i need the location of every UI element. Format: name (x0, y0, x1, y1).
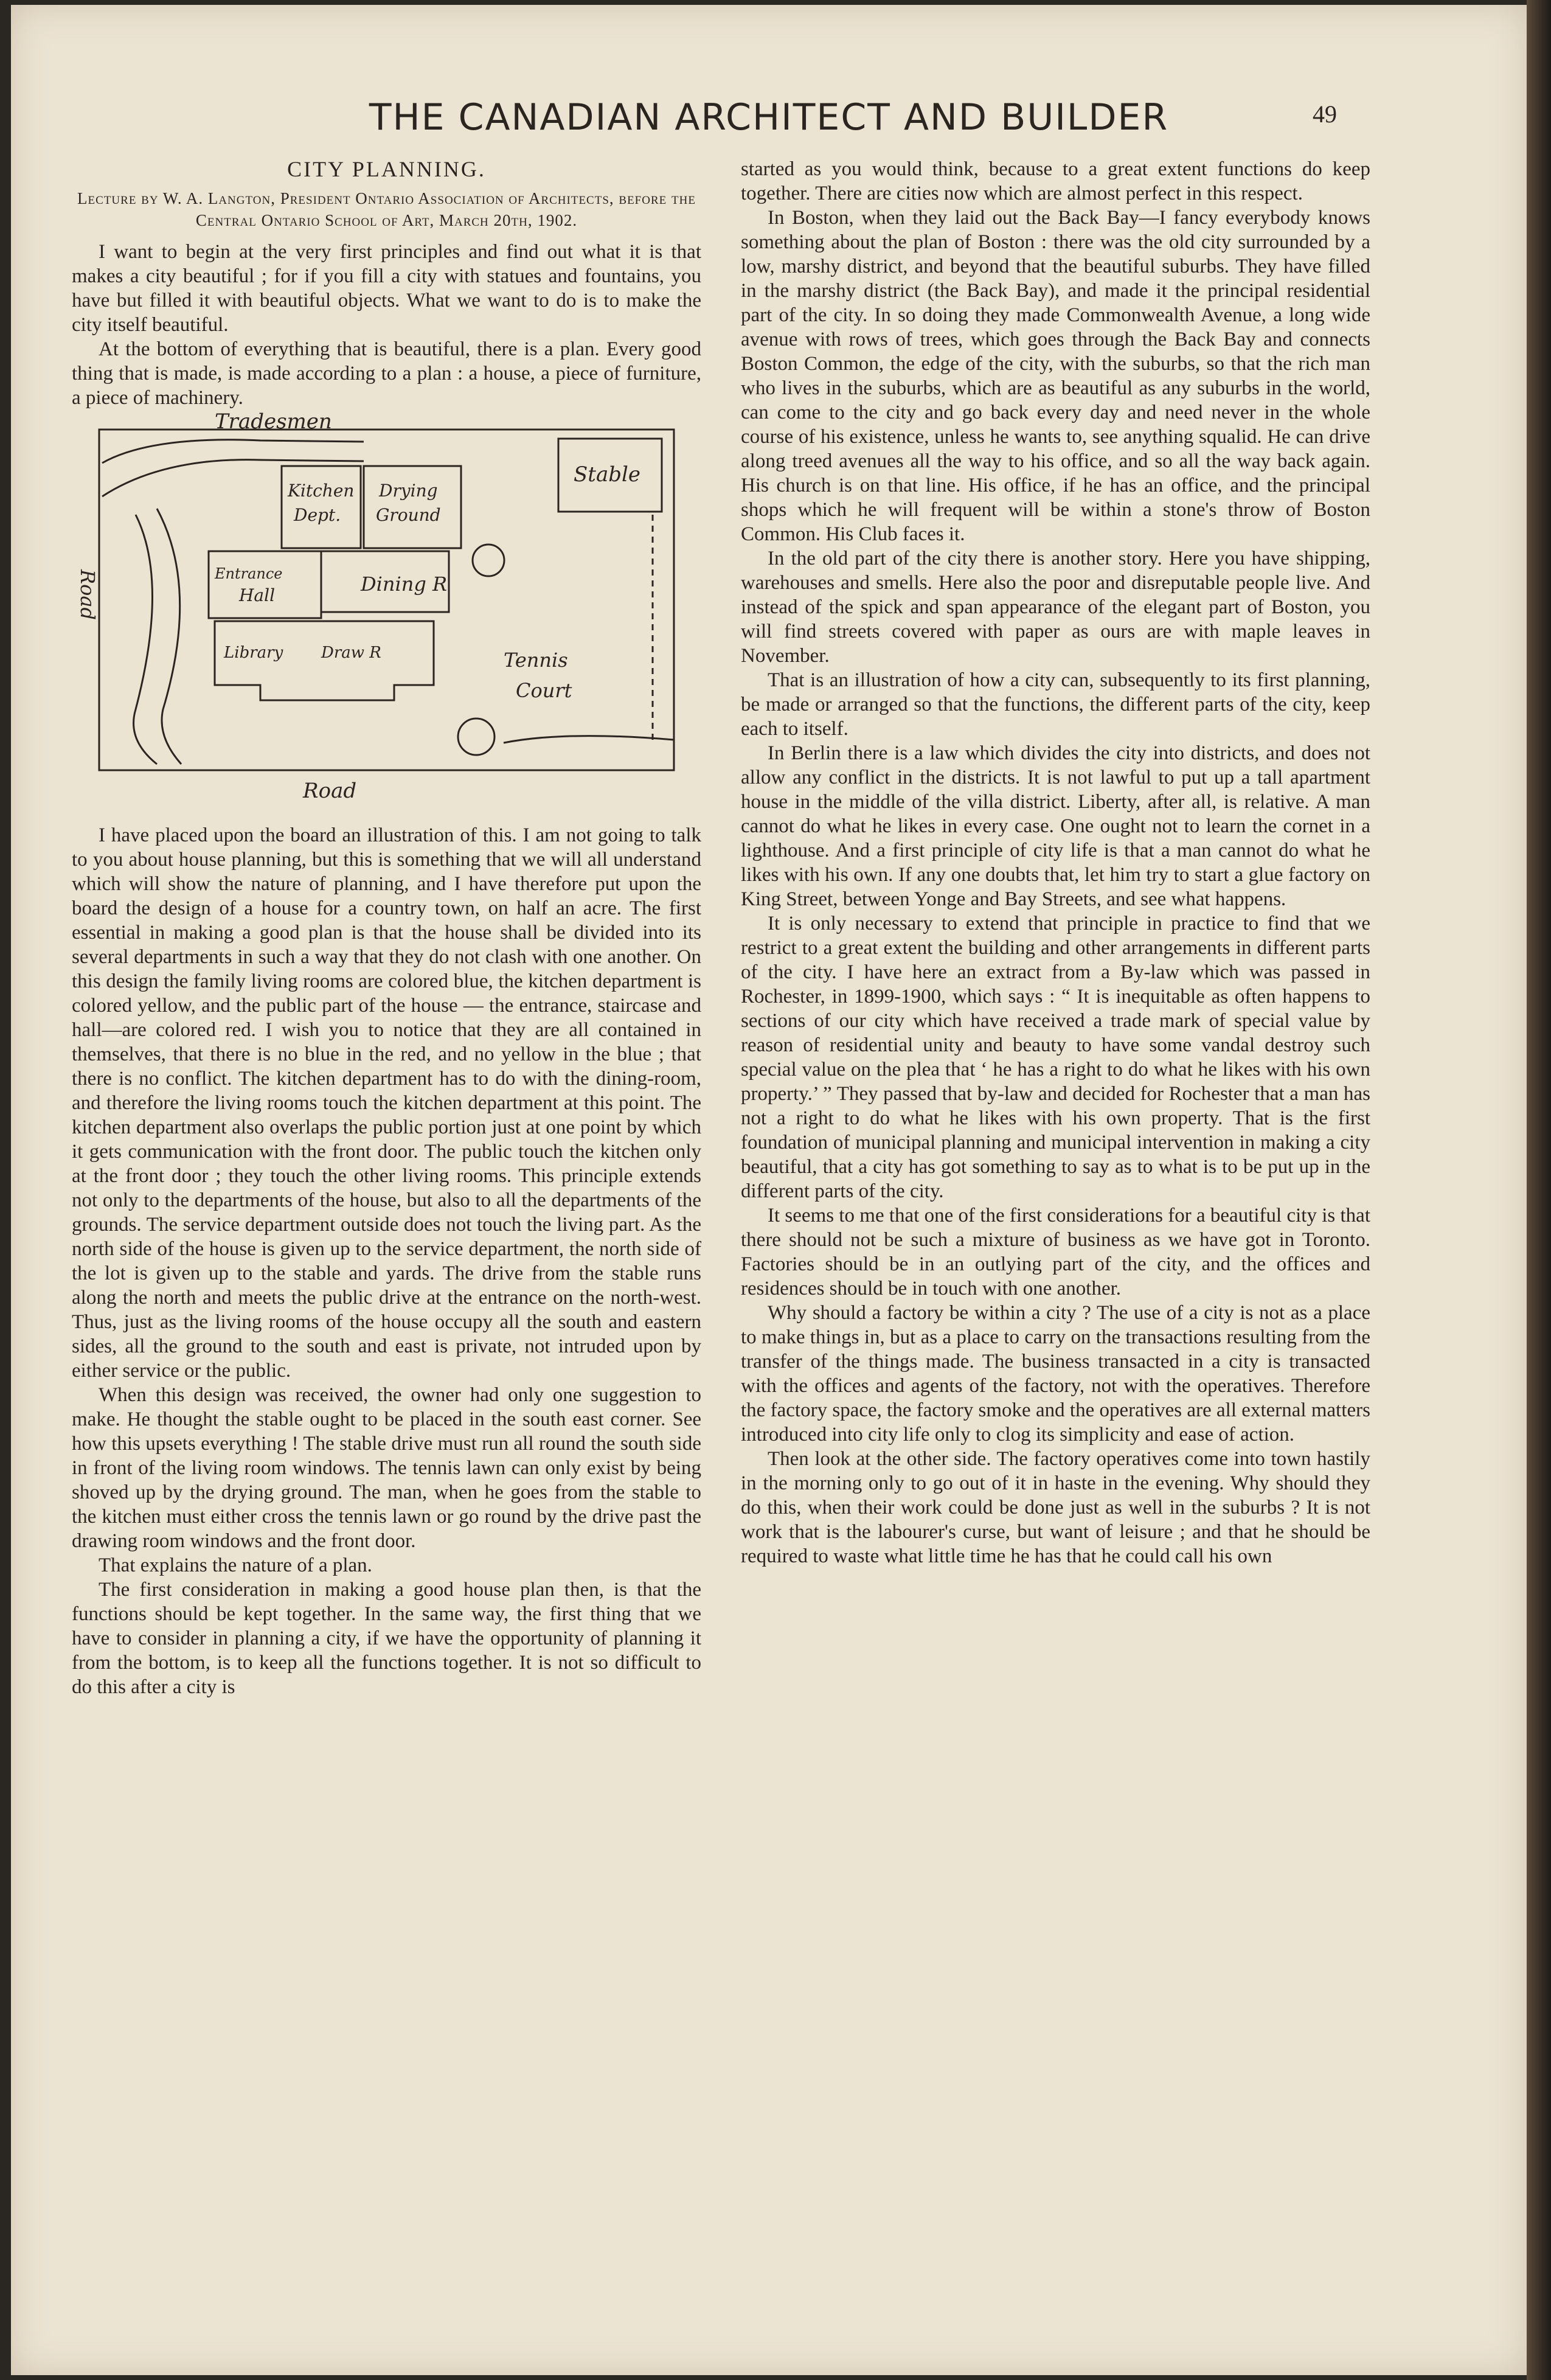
paragraph: It is only necessary to extend that principle in practice to find that we restrict to a great extent the building and other arrangements in different parts of the city. I have here an extract from a By-law which was passed in Rochester, in 1899-1900, which says : “ It is inequitable as often happens to sections of our city which have received a trade mark of special value by reason of residential unity and beauty to have some vandal destroy such special value on the plea that ‘ he has a right to do what he likes with his own property.’ ” They passed that by-law and decided for Rochester that a man has not a right to do what he likes with his own property. That is the first foundation of municipal planning and municipal intervention in making a city beautiful, that a city has got something to say as to what is to be put up in the different parts of the city. (741, 913, 1370, 1202)
paragraph: In Berlin there is a law which divides the city into districts, and does not allow any conflict in the districts. It is not lawful to put up a tall apartment house in the middle of the villa district. Liberty, after all, is relative. A man cannot do what he likes in every case. One ought not to learn the cornet in a lighthouse. And a first principle of city life is that a man cannot do what he likes with his own. If any one doubts that, let him try to start a glue factory on King Street, between Yonge and Bay Streets, and see what happens. (741, 742, 1370, 910)
journal-page (11, 5, 1527, 2375)
plan-label-dept: Dept. (294, 505, 341, 525)
paragraph: In Boston, when they laid out the Back Bay—I fancy everybody knows something about the plan of Boston : there was the old city surrounded by a low, marshy district, and beyond that the beautiful suburbs. They have filled in the marshy district (the Back Bay), and made it the principal residential part of the city. In so doing they made Commonwealth Avenue, a long wide avenue with rows of trees, which goes through the Back Bay and connects Boston Common, the edge of the city, with the suburbs, so that the rich man who lives in the suburbs, which are as beautiful as any suburbs in the world, can come to the city and go back every day and need never in the whole course of his existence, unless he wants to, see anything squalid. He can drive along treed avenues all the way to his office, and so all the way back again. His church is on that line. His office, if he has an office, and the principal shops which he will frequent will be within a stone's throw of Boston Common. His Club faces it. (741, 207, 1370, 545)
plan-label-drying: Drying (379, 481, 438, 501)
plan-label-road-bottom: Road (303, 779, 357, 803)
left-column (72, 157, 701, 1699)
paragraph: In the old part of the city there is another story. Here you have shipping, warehouses and smells. Here also the poor and disreputable people live. And instead of the spick and span appearance of the elegant part of Boston, you will find streets covered with paper as ours are with maple leaves in November. (741, 548, 1370, 667)
paragraph: It seems to me that one of the first considerations for a beautiful city is that there should not be such a mixture of business as we have got in Toronto. Factories should be in an outlying part of the city, and the offices and residences should be in touch with one another. (741, 1205, 1370, 1300)
paragraph: When this design was received, the owner had only one suggestion to make. He thought the stable ought to be placed in the south east corner. See how this upsets everything ! The stable drive must run all round the south side in front of the living room windows. The tennis lawn can only exist by being shoved up by the drying ground. The man, when he goes from the stable to the kitchen must either cross the tennis lawn or go round by the drive past the drawing room windows and the front door. (72, 1384, 701, 1552)
plan-label-tennis: Tennis (504, 649, 568, 672)
paragraph: At the bottom of everything that is beautiful, there is a plan. Every good thing that is made, is made according to a plan : a house, a piece of furniture, a piece of machinery. (72, 338, 701, 409)
paragraph: started as you would think, because to a great extent functions do keep together. There are cities now which are almost perfect in this respect. (741, 158, 1370, 204)
paragraph: Why should a factory be within a city ? The use of a city is not as a place to make things in, but as a place to carry on the transactions resulting from the transfer of the things made. The business transacted in a city is transacted with the offices and agents of the factory, not with the operatives. Therefore the factory space, the factory smoke and the operatives are all external matters introduced into city life only to clog its simplicity and ease of action. (741, 1302, 1370, 1446)
plan-label-hall: Hall (239, 585, 276, 605)
page-number: 49 (1313, 100, 1337, 128)
plan-label-tradesmen: Tradesmen (215, 409, 332, 434)
right-column (741, 157, 1370, 1568)
article-byline: Lecture by W. A. Langton, President Ontario Association of Architects, before the Central Ontario School of Art, March 20th, 1902. (77, 189, 696, 229)
plan-label-kitchen: Kitchen (288, 481, 355, 501)
article-title: CITY PLANNING. (287, 157, 486, 181)
house-plan-illustration (76, 409, 692, 804)
paragraph: The first consideration in making a good house plan then, is that the functions should be kept together. In the same way, the first thing that we have to consider in planning a city, if we have the opportunity of planning it from the bottom, is to keep all the functions together. It is not so difficult to do this after a city is (72, 1579, 701, 1698)
plan-label-dining: Dining R (361, 572, 448, 596)
plan-label-drawing: Draw R (321, 644, 381, 662)
plan-label-stable: Stable (574, 462, 640, 487)
paragraph: I have placed upon the board an illustration of this. I am not going to talk to you about house planning, but this is something that we will all understand which will show the nature of planning, and I have therefore put upon the board the design of a house for a country town, on half an acre. The first essential in making a good plan is that the house shall be divided into its several departments in such a way that they do not clash with one another. On this design the family living rooms are colored blue, the kitchen department is colored yellow, and the public part of the house — the entrance, staircase and hall—are colored red. I wish you to notice that they are all contained in themselves, that there is no blue in the red, and no yellow in the blue ; that there is no conflict. The kitchen department has to do with the dining-room, and therefore the living rooms touch the kitchen department at this point. The kitchen department also overlaps the public portion just at one point by which it gets communication with the front door. The public touch the kitchen only at the front door ; they touch the other living rooms. This principle extends not only to the departments of the house, but also to all the departments of the grounds. The service department outside does not touch the living part. As the north side of the house is given up to the service department, the north side of the lot is given up to the stable and yards. The drive from the stable runs along the north and meets the public drive at the entrance on the north-west. Thus, just as the living rooms of the house occupy all the south and eastern sides, all the ground to the south and east is private, not intruded upon by either service or the public. (72, 824, 701, 1382)
plan-label-entrance: Entrance (215, 565, 283, 582)
plan-label-road-side: Road (76, 569, 99, 620)
paragraph: That explains the nature of a plan. (99, 1554, 372, 1576)
book-spine (1527, 0, 1551, 2380)
paragraph: Then look at the other side. The factory operatives come into town hastily in the morning only to go out of it in haste in the evening. Why should they do this, when their work could be done just as well in the suburbs ? It is not work that is the labourer's curse, but want of leisure ; and that he should be required to waste what little time he has that he could call his own (741, 1448, 1370, 1567)
paragraph: I want to begin at the very first principles and find out what it is that makes a city beautiful ; for if you fill a city with statues and fountains, you have but filled it with beautiful objects. What we want to do is to make the city itself beautiful. (72, 241, 701, 336)
plan-label-library: Library (224, 644, 283, 662)
plan-label-court: Court (516, 679, 572, 702)
plan-label-ground: Ground (376, 505, 441, 525)
paragraph: That is an illustration of how a city can, subsequently to its first planning, be made or arranged so that the functions, the different parts of the city, keep each to itself. (741, 669, 1370, 740)
journal-title: THE CANADIAN ARCHITECT AND BUILDER (369, 96, 1169, 139)
